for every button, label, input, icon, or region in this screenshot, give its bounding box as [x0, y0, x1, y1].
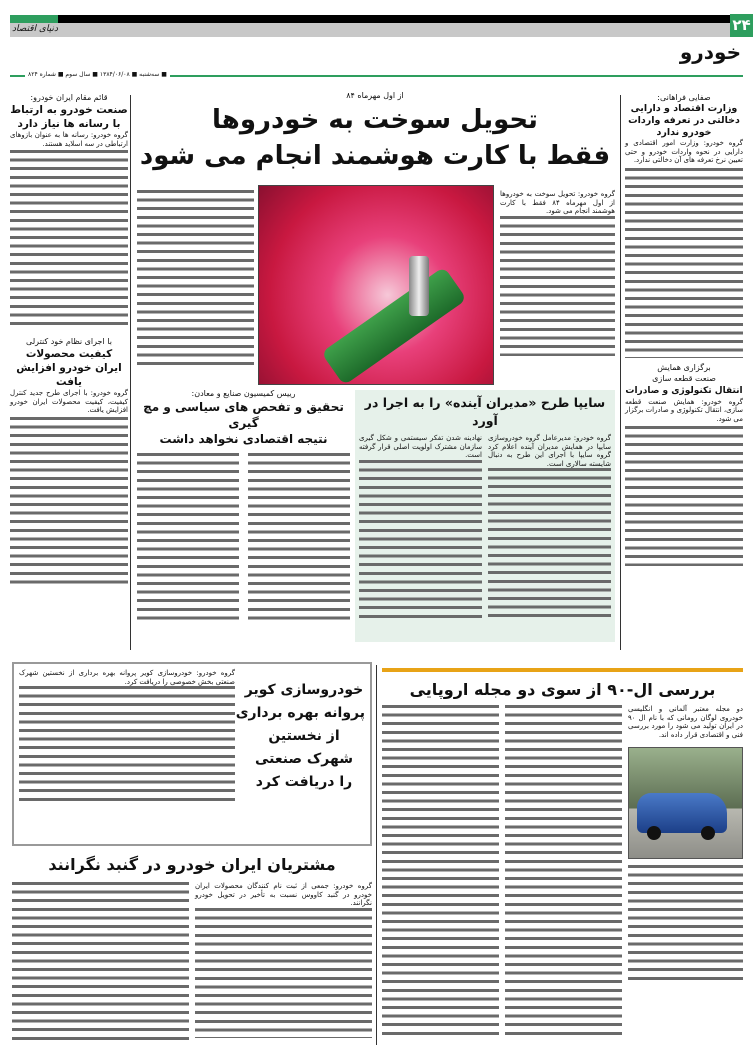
orange-rule [382, 668, 743, 672]
left-column: قائم مقام ایران خودرو: صنعت خودرو به ارتباط با رسانه ها نیاز دارد گروه خودرو: رسانه ها به عنوان بازوهای ارتباطی در سه اسلاید هستند. با اجرای نظام خود کنترلی کیفیت محصولات ایران خودرو افزایش یافت گروه خودرو: با اجرای طرح جدید کنترل کیفیت، کیفیت محصولات ایران خودرو افزایش یافت. [10, 92, 128, 652]
page-number: ۲۴ [730, 14, 753, 37]
main-kicker: از اول مهرماه ۸۴ [346, 91, 404, 100]
car-photo [628, 747, 743, 859]
nozzle-tip [409, 256, 429, 316]
divider [130, 95, 131, 650]
saipa-box: سایپا طرح «مدیران آینده» را به اجرا در آورد گروه خودرو: مدیرعامل گروه خودروسازی سایپا در همایش مدیران آینده اعلام کرد گروه سایپا با اجرای این طرح به دنبال شایسته سالاری است. نهادینه شدن تفکر سیستمی و شکل گیری سازمان مشترک اولویت اصلی قرار گرفته است. [355, 390, 615, 642]
l90-story: دو مجله معتبر آلمانی و انگلیسی خودروی لوگان رومانی که با نام ال ۹۰ در ایران تولید می شود را مورد بررسی فنی و اقتصادی قرار داده اند. [382, 705, 743, 1045]
car-wheel [701, 826, 715, 840]
right-col-title: وزارت اقتصاد و دارایی دخالتی در تعرفه واردات خودرو ندارد [628, 103, 740, 138]
nozzle-shape [321, 267, 467, 385]
divider [620, 95, 621, 650]
l90-headline: بررسی ال-۹۰ از سوی دو مجله اروپایی [409, 680, 716, 699]
main-story-left [137, 190, 254, 370]
masthead-black-bar [58, 15, 730, 23]
saipa-title: سایپا طرح «مدیران آینده» را به اجرا در آورد [364, 395, 606, 428]
gonbad-story: گروه خودرو: جمعی از ثبت نام کنندگان محصولات ایران خودرو در گنبد کاووس نسبت به تأخیر در تحویل خودرو نگرانند. [12, 882, 372, 1042]
divider [376, 665, 377, 1045]
center-story: رییس کمیسیون صنایع و معادن: تحقیق و تفحص های سیاسی و مچ گیری نتیجه اقتصادی نخواهد داشت [137, 388, 350, 648]
fuel-nozzle-photo [258, 185, 494, 385]
section-title: خودرو [679, 40, 741, 64]
main-story-right: گروه خودرو: تحویل سوخت به خودروها از اول مهرماه ۸۴ فقط با کارت هوشمند انجام می شود. [500, 190, 615, 370]
gonbad-headline: مشتریان ایران خودرو در گنبد نگرانند [48, 855, 336, 874]
kavir-box: خودروسازی کویر پروانه بهره برداری از نخستین شهرک صنعتی را دریافت کرد گروه خودرو: خودروسازی کویر پروانه بهره برداری از نخستین شهرک صنعتی بخش خصوصی را دریافت کرد. [12, 662, 372, 846]
main-headline: تحویل سوخت به خودروها فقط با کارت هوشمند انجام می شود [139, 105, 611, 171]
car-wheel [647, 826, 661, 840]
newspaper-logo: دنیای اقتصاد [12, 24, 58, 34]
right-column: صفایی فراهانی: وزارت اقتصاد و دارایی دخالتی در تعرفه واردات خودرو ندارد گروه خودرو: وزارت امور اقتصادی و دارایی در نحوه واردات خودرو و حتی تعیین نرخ تعرفه های آن دخالتی ندارد. برگزاری همایش صنعت قطعه سازی انتقال تکنولوژی و صادرات گروه خودرو: همایش صنعت قطعه سازی، انتقال تکنولوژی و صادرات برگزار می شود. [625, 92, 743, 652]
masthead-gray-bar [10, 23, 730, 37]
masthead-green-tab [10, 15, 58, 23]
dateline: ■ سه‌شنبه ■ ۱۳۸۴/۰۶/۰۸ ■ سال سوم ■ شماره ۸۲۴ [25, 71, 170, 78]
